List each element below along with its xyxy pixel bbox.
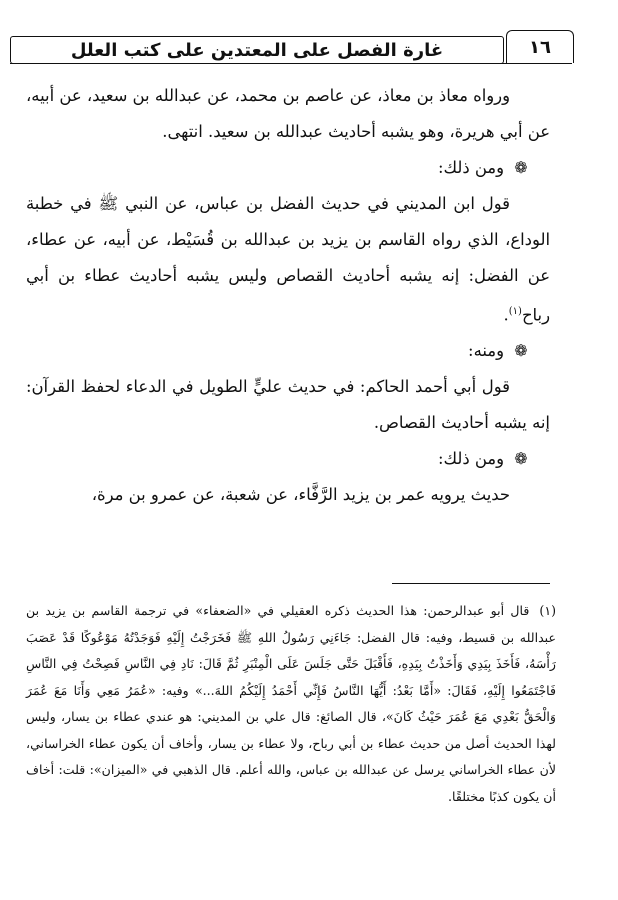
book-title: غارة الفصل على المعتدين على كتب العلل bbox=[70, 39, 444, 61]
footnote bbox=[26, 598, 556, 810]
subheading-3-text: ومن ذلك: bbox=[437, 449, 504, 469]
subheading-2 bbox=[26, 333, 550, 369]
subheading-2-text: ومنه: bbox=[468, 341, 504, 361]
flower-ornament-icon: ❁ bbox=[514, 158, 528, 177]
footnote-ref[interactable]: (١) bbox=[508, 306, 522, 317]
header-title-box bbox=[10, 36, 504, 64]
page-number-tab bbox=[506, 30, 574, 63]
subheading-1-text: ومن ذلك: bbox=[437, 158, 504, 177]
paragraph-3: قول أبي أحمد الحاكم: في حديث عليٍّ الطويل في الدعاء لحفظ القرآن: إنه يشبه أحاديث القصاص. bbox=[26, 377, 550, 433]
footnote-number: (١) bbox=[539, 603, 556, 618]
paragraph-2-text: قول ابن المديني في حديث الفضل بن عباس، عن النبي ﷺ في خطبة الوداع، الذي رواه القاسم بن يزيد بن عبدالله بن قُسَيْط، عن أبيه، عن عطاء، عن الفضل: إنه يشبه أحاديث القصاص وليس يشبه أحاديث عطاء بن أبي رباح bbox=[26, 194, 550, 325]
paragraph-4: حديث يرويه عمر بن يزيد الرَّفَّاء، عن شعبة، عن عمرو بن مرة، bbox=[91, 485, 510, 505]
flower-ornament-icon: ❁ bbox=[514, 449, 528, 469]
paragraph-1: ورواه معاذ بن معاذ، عن عاصم بن محمد، عن عبدالله بن سعيد، عن أبيه، عن أبي هريرة، وهو يشبه أحاديث عبدالله بن سعيد. انتهى. bbox=[26, 86, 550, 141]
paragraph-2: قول ابن المديني في حديث الفضل بن عباس، عن النبي ﷺ في خطبة الوداع، الذي رواه القاسم بن يزيد بن عبدالله بن قُسَيْط، عن أبيه، عن عطاء، عن الفضل: إنه يشبه أحاديث القصاص وليس يشبه أحاديث عطاء بن أبي رباح$^{(١)}$. bbox=[26, 194, 550, 325]
header-rule bbox=[10, 63, 572, 64]
subheading-3 bbox=[26, 441, 550, 477]
subheading-1 bbox=[26, 150, 550, 186]
main-text bbox=[26, 78, 550, 513]
flower-ornament-icon: ❁ bbox=[514, 341, 528, 361]
footnote-separator bbox=[392, 583, 550, 584]
footnote-text: قال أبو عبدالرحمن: هذا الحديث ذكره العقيلي في «الضعفاء» في ترجمة القاسم بن يزيد بن عبدالله بن قسيط، وفيه: قال الفضل: جَاءَنِي رَسُولُ اللهِ ﷺ فَخَرَجْتُ إِلَيْهِ فَوَجَدْتُهُ مَوْعُوكًا قَدْ عَصَبَ رَأْسَهُ، فَأَخَذَ بِيَدِي وَأَخَذْتُ بِيَدِهِ، فَأَقْبَلَ حَتَّى جَلَسَ عَلَى الْمِنْبَرِ ثُمَّ قَالَ: نَادِ فِي النَّاسِ فَصِحْتُ فِي النَّاسِ فَاجْتَمَعُوا إِلَيْهِ، فَقَالَ: «أَمَّا بَعْدُ: أَيُّهَا النَّاسُ فَإِنِّي أَحْمَدُ إِلَيْكُمُ اللهَ...» وفيه: «عُمَرُ مَعِي وَأَنَا مَعَ عُمَرَ وَالْحَقُّ بَعْدِي مَعَ عُمَرَ حَيْثُ كَانَ»، قال الصائغ: قال علي بن المديني: هو عندي عطاء بن يسار، وليس لهذا الحديث أصل من حديث عطاء بن أبي رباح، ولا عطاء بن يسار، وأخاف أن يكون عطاء الخراساني، لأن عطاء الخراساني يرسل عن عبدالله بن عباس، والله أعلم. قال الذهبي في «الميزان»: قلت: أخاف أن يكون كذبًا مختلقًا. bbox=[26, 603, 556, 804]
page-number: ١٦ bbox=[529, 36, 551, 58]
footnote-paragraph bbox=[26, 598, 556, 810]
running-header bbox=[10, 22, 570, 66]
